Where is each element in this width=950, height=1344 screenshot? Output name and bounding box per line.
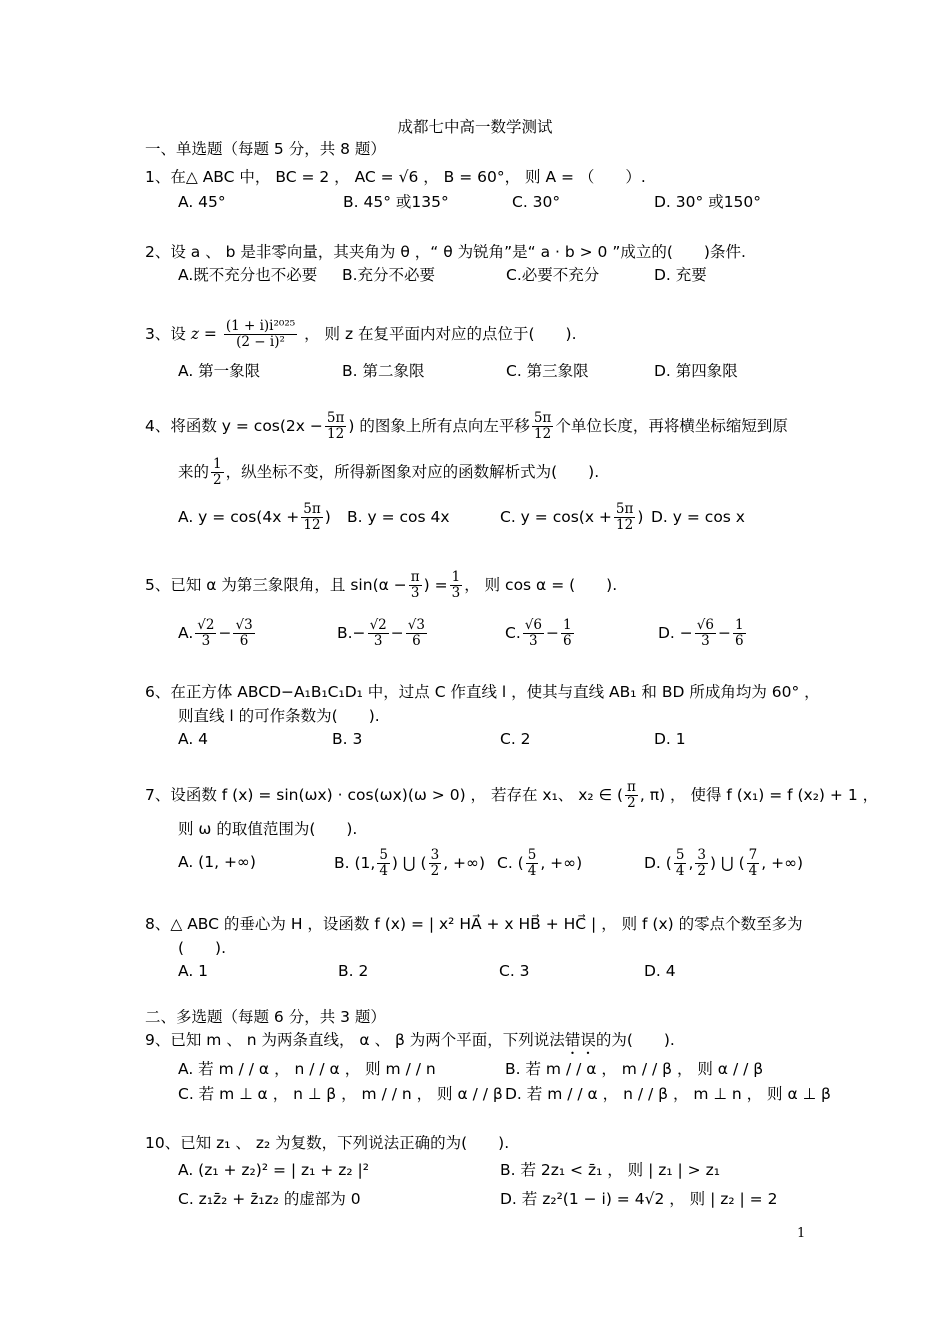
minus-sign: − [390, 624, 404, 642]
emphasized-word: 错误 [564, 1031, 596, 1049]
fraction-denominator: 4 [379, 863, 388, 879]
question-7-fraction [625, 780, 638, 811]
question-4-option-b: B. y = cos 4x [347, 508, 450, 526]
fraction-denominator: 6 [734, 633, 744, 649]
minus-sign: − [218, 624, 232, 642]
question-8-option-b: B. 2 [338, 962, 369, 980]
question-5-fraction-1 [409, 570, 422, 601]
fraction-numerator: √2 [197, 617, 215, 633]
fraction-denominator: 4 [527, 863, 537, 879]
option-fraction [195, 618, 216, 649]
fraction-numerator: √3 [407, 617, 425, 633]
question-1-option-d: D. 30° 或150° [654, 193, 762, 211]
question-3-denominator: (2 − i)² [236, 334, 285, 350]
page-number: 1 [797, 1226, 806, 1241]
minus-sign: − [717, 624, 731, 642]
fraction-denominator: 3 [529, 633, 538, 649]
fraction-denominator: 12 [327, 426, 345, 442]
fraction-numerator: 5π [533, 410, 552, 426]
question-1-option-b: B. 45° 或135° [343, 193, 449, 211]
option-fraction [429, 848, 442, 879]
fraction-numerator: 5π [303, 501, 321, 517]
option-fraction [406, 618, 427, 649]
question-4-text-a: 4、将函数 y = cos(2x − [145, 417, 323, 435]
option-fraction [695, 848, 708, 879]
page-title: 成都七中高一数学测试 [397, 118, 553, 136]
option-fraction [733, 618, 746, 649]
question-4-fraction-1 [325, 411, 346, 442]
option-label: B.− [337, 624, 366, 642]
option-text: ) ⋃ ( [709, 854, 745, 872]
option-label: C. [505, 624, 521, 642]
fraction-numerator: 5π [615, 501, 634, 517]
question-5-text-b: ) = [423, 576, 448, 594]
question-5-option-b [337, 611, 429, 655]
question-1-option-c: C. 30° [512, 193, 561, 211]
option-fraction [747, 848, 760, 879]
question-5-option-c [505, 611, 576, 655]
question-8-option-d: D. 4 [644, 962, 676, 980]
option-text: , +∞) [761, 854, 804, 872]
question-4-option-d: D. y = cos x [651, 508, 745, 526]
question-3-option-a: A. 第一象限 [178, 362, 261, 380]
question-3-numerator: (1 + i)i²⁰²⁵ [225, 318, 296, 334]
question-5-fraction-2 [450, 570, 463, 601]
question-8-line-2: ( ). [178, 939, 227, 957]
question-10-option-c: C. z₁z̄₂ + z̄₁z₂ 的虚部为 0 [178, 1190, 361, 1208]
option-fraction [377, 848, 390, 879]
option-fraction [368, 618, 389, 649]
question-3-option-d: D. 第四象限 [654, 362, 738, 380]
question-2-text: 2、设 a 、 b 是非零向量，其夹角为 θ ，“ θ 为锐角”是“ a · b > 0 ”成立的( )条件. [145, 243, 746, 261]
fraction-denominator: 3 [410, 585, 420, 601]
fraction-denominator: 2 [627, 795, 636, 811]
question-7-text-b: , π) ， 使得 f (x₁) = f (x₂) + 1 ， [639, 786, 879, 804]
question-2-option-d: D. 充要 [654, 266, 707, 284]
question-4-fraction-3 [211, 457, 224, 488]
fraction-denominator: 3 [201, 633, 211, 649]
fraction-numerator: 5 [379, 847, 388, 863]
question-3-option-b: B. 第二象限 [342, 362, 425, 380]
fraction-numerator: 1 [213, 456, 222, 472]
question-3-option-c: C. 第三象限 [506, 362, 589, 380]
option-text: , [688, 854, 694, 872]
fraction-numerator: 5π [326, 410, 345, 426]
fraction-denominator: 6 [562, 633, 572, 649]
question-7-line-1 [145, 773, 878, 817]
option-text: C. ( [497, 854, 524, 872]
question-10-option-a: A. (z₁ + z₂)² = | z₁ + z₂ |² [178, 1161, 369, 1179]
fraction-denominator: 12 [303, 517, 321, 533]
fraction-denominator: 3 [701, 633, 710, 649]
question-4-text-c: 个单位长度，再将横坐标缩短到原 [555, 417, 788, 435]
fraction-denominator: 2 [213, 472, 222, 488]
question-3-var: z = [190, 325, 217, 343]
question-4-text-d: 来的 [178, 463, 210, 481]
question-6-option-d: D. 1 [654, 730, 686, 748]
option-text: B. (1, [334, 854, 376, 872]
option-fraction [695, 618, 716, 649]
fraction-numerator: 5 [527, 847, 537, 863]
question-10-option-b: B. 若 2z₁ < z̄₁ ， 则 | z₁ | > z₁ [500, 1161, 720, 1179]
question-1-option-a: A. 45° [178, 193, 226, 211]
question-6-line-1: 6、在正方体 ABCD−A₁B₁C₁D₁ 中，过点 C 作直线 l ，使其与直线 AB₁ 和 BD 所成角均为 60° ， [145, 683, 820, 701]
question-9-option-d: D. 若 m / / α ， n / / β ， m ⊥ n ， 则 α ⊥ β [505, 1085, 831, 1103]
fraction-numerator: 5 [675, 847, 685, 863]
fraction-numerator: 3 [430, 847, 440, 863]
question-6-line-2: 则直线 l 的可作条数为( ). [178, 707, 380, 725]
option-fraction [523, 618, 544, 649]
option-label: D. − [658, 624, 693, 642]
option-label: A. [178, 624, 194, 642]
question-9-text [145, 1030, 675, 1058]
question-3-text [145, 312, 577, 356]
question-4-text-b: ) 的图象上所有点向左平移 [348, 417, 530, 435]
question-4-line-1 [145, 404, 788, 448]
question-7-option-b [334, 841, 485, 885]
question-9-text-a: 9、已知 m 、 n 为两条直线， α 、 β 为两个平面，下列说法 [145, 1031, 565, 1049]
fraction-numerator: π [627, 779, 636, 795]
fraction-denominator: 2 [430, 863, 440, 879]
option-text: ) [637, 508, 644, 526]
option-text: , +∞) [443, 854, 485, 872]
question-9-option-a: A. 若 m / / α ， n / / α ， 则 m / / n [178, 1060, 436, 1078]
fraction-denominator: 6 [239, 633, 249, 649]
fraction-denominator: 2 [697, 863, 706, 879]
question-2-option-c: C.必要不充分 [506, 266, 600, 284]
option-fraction [561, 618, 574, 649]
option-fraction [614, 502, 635, 533]
question-2-option-b: B.充分不必要 [342, 266, 436, 284]
question-6-option-a: A. 4 [178, 730, 209, 748]
question-6-option-c: C. 2 [500, 730, 531, 748]
question-8-option-a: A. 1 [178, 962, 209, 980]
question-5-option-d [658, 611, 748, 655]
question-5-text [145, 563, 617, 607]
minus-sign: − [545, 624, 559, 642]
question-5-text-a: 5、已知 α 为第三象限角，且 sin(α − [145, 576, 407, 594]
option-text: ) [324, 508, 331, 526]
fraction-denominator: 4 [675, 863, 685, 879]
question-9-option-c: C. 若 m ⊥ α ， n ⊥ β ， m / / n ， 则 α / / β [178, 1085, 503, 1103]
section-heading-multiple-choice: 二、多选题（每题 6 分，共 3 题） [145, 1008, 386, 1026]
option-text: A. y = cos(4x + [178, 508, 300, 526]
fraction-denominator: 3 [451, 585, 461, 601]
option-fraction [233, 618, 254, 649]
fraction-numerator: 1 [734, 617, 744, 633]
section-heading-single-choice: 一、单选题（每题 5 分，共 8 题） [145, 140, 386, 158]
question-2-option-a: A.既不充分也不必要 [178, 266, 318, 284]
fraction-numerator: √6 [696, 617, 714, 633]
question-7-line-2: 则 ω 的取值范围为( ). [178, 820, 358, 838]
question-3-suffix: ， 则 z 在复平面内对应的点位于( ). [304, 325, 577, 343]
option-text: ) ⋃ ( [391, 854, 427, 872]
question-10-text: 10、已知 z₁ 、 z₂ 为复数，下列说法正确的为( ). [145, 1134, 510, 1152]
question-10-option-d: D. 若 z₂²(1 − i) = 4√2 ， 则 | z₂ | = 2 [500, 1190, 778, 1208]
question-4-text-e: ，纵坐标不变，所得新图象对应的函数解析式为( ). [225, 463, 600, 481]
fraction-numerator: 3 [697, 847, 706, 863]
question-4-option-a [178, 495, 331, 539]
fraction-numerator: √2 [369, 617, 387, 633]
question-6-option-b: B. 3 [332, 730, 363, 748]
fraction-denominator: 12 [616, 517, 634, 533]
question-9-option-b: B. 若 m / / α ， m / / β ， 则 α / / β [505, 1060, 764, 1078]
fraction-numerator: π [410, 569, 420, 585]
question-3-fraction [224, 319, 297, 350]
question-8-line-1: 8、△ ABC 的垂心为 H ，设函数 f (x) = | x² HA⃗ + x HB⃗ + HC⃗ | ， 则 f (x) 的零点个数至多为 [145, 915, 803, 933]
fraction-denominator: 4 [748, 863, 758, 879]
fraction-numerator: 7 [748, 847, 758, 863]
fraction-denominator: 3 [373, 633, 383, 649]
question-4-option-c [500, 495, 643, 539]
question-5-option-a [178, 611, 257, 655]
option-fraction [526, 848, 539, 879]
fraction-numerator: √6 [524, 617, 542, 633]
fraction-denominator: 6 [412, 633, 421, 649]
fraction-denominator: 12 [533, 426, 552, 442]
fraction-numerator: 1 [562, 617, 572, 633]
fraction-numerator: 1 [451, 569, 461, 585]
option-fraction [674, 848, 687, 879]
question-7-option-d [644, 841, 803, 885]
question-3-prefix: 3、设 [145, 325, 186, 343]
fraction-numerator: √3 [235, 617, 253, 633]
question-7-option-c [497, 841, 582, 885]
question-1-text: 1、在△ ABC 中， BC = 2 ， AC = √6 ， B = 60°， 则 A = （ ）. [145, 168, 646, 186]
option-fraction [301, 502, 322, 533]
option-text: C. y = cos(x + [500, 508, 612, 526]
question-4-fraction-2 [532, 411, 553, 442]
option-text: , +∞) [540, 854, 583, 872]
question-9-text-b: 的为( ). [595, 1031, 675, 1049]
question-4-line-2 [178, 450, 599, 494]
question-8-option-c: C. 3 [499, 962, 530, 980]
question-7-option-a: A. (1, +∞) [178, 853, 256, 871]
option-text: D. ( [644, 854, 672, 872]
question-5-text-c: ， 则 cos α = ( ). [464, 576, 618, 594]
question-7-text-a: 7、设函数 f (x) = sin(ωx) · cos(ωx)(ω > 0) ， 若存在 x₁、 x₂ ∈ ( [145, 786, 624, 804]
